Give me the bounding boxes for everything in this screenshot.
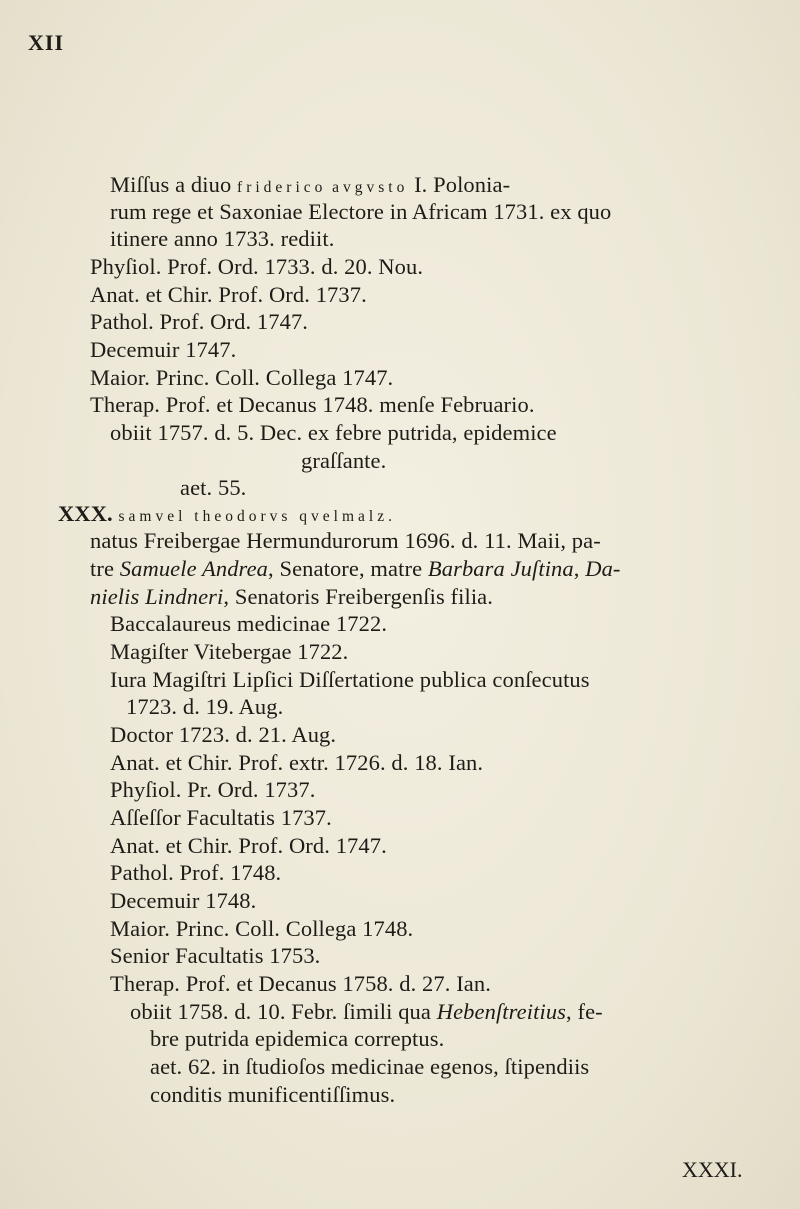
entry-b-line-12: Anat. et Chir. Prof. Ord. 1747.	[110, 833, 387, 858]
entry-b-line-5: Magiſter Vitebergae 1722.	[110, 639, 349, 664]
entry-a-line-9: Therap. Prof. et Decanus 1748. menſe Februario.	[90, 392, 535, 417]
entry-a-line-11: graſſante.	[301, 448, 387, 473]
entry-a-line-12: aet. 55.	[180, 475, 247, 500]
entry-b-line-15: Maior. Princ. Coll. Collega 1748.	[110, 916, 414, 941]
entry-b-line-4: Baccalaureus medicinae 1722.	[110, 611, 388, 636]
entry-a-line-7: Decemuir 1747.	[90, 337, 237, 362]
entry-a-line-8: Maior. Princ. Coll. Collega 1747.	[90, 365, 394, 390]
entry-b-heading	[58, 501, 396, 530]
entry-b-line-6: Iura Magiſtri Lipſici Diſſertatione publica conſecutus	[110, 667, 590, 692]
entry-a-line-2: rum rege et Saxoniae Electore in Africam 1731. ex quo	[110, 199, 612, 224]
entry-b-line-19: bre putrida epidemica correptus.	[150, 1026, 445, 1051]
entry-b-line-13: Pathol. Prof. 1748.	[110, 860, 282, 885]
page-number: XII	[28, 30, 65, 55]
entry-b-line-16: Senior Facultatis 1753.	[110, 943, 321, 968]
catchword: XXXI.	[682, 1157, 743, 1182]
entry-number: XXX.	[58, 501, 113, 526]
entry-b-line-2: tre Samuele Andrea, Senatore, matre Barbara Juſtina, Da-	[90, 556, 621, 581]
name-smallcaps: samvel theodorvs qvelmalz.	[118, 508, 396, 525]
entry-b-line-1: natus Freibergae Hermundurorum 1696. d. 11. Maii, pa-	[90, 528, 601, 553]
entry-b-line-21: conditis munificentiſſimus.	[150, 1082, 396, 1107]
entry-a-line-1: Miſſus a diuo friderico avgvsto I. Polonia-	[110, 172, 511, 197]
name-smallcaps: avgvsto	[332, 179, 409, 196]
name-smallcaps: friderico	[237, 179, 327, 196]
entry-b-line-10: Phyſiol. Pr. Ord. 1737.	[110, 777, 316, 802]
entry-b-line-14: Decemuir 1748.	[110, 888, 257, 913]
entry-a-line-5: Anat. et Chir. Prof. Ord. 1737.	[90, 282, 367, 307]
entry-b-line-18: obiit 1758. d. 10. Febr. ſimili qua Hebenſtreitius, fe-	[130, 999, 603, 1024]
entry-b-line-3: nielis Lindneri, Senatoris Freibergenſis filia.	[90, 584, 493, 609]
entry-a-line-4: Phyſiol. Prof. Ord. 1733. d. 20. Nou.	[90, 254, 424, 279]
entry-b-line-11: Aſſeſſor Facultatis 1737.	[110, 805, 332, 830]
entry-b-line-9: Anat. et Chir. Prof. extr. 1726. d. 18. Ian.	[110, 750, 484, 775]
entry-b-line-20: aet. 62. in ſtudioſos medicinae egenos, ſtipendiis	[150, 1054, 590, 1079]
entry-b-line-7: 1723. d. 19. Aug.	[126, 694, 284, 719]
entry-a-line-6: Pathol. Prof. Ord. 1747.	[90, 309, 309, 334]
entry-b-line-8: Doctor 1723. d. 21. Aug.	[110, 722, 337, 747]
entry-a-line-3: itinere anno 1733. rediit.	[110, 226, 335, 251]
entry-b-line-17: Therap. Prof. et Decanus 1758. d. 27. Ian.	[110, 971, 491, 996]
entry-a-line-10: obiit 1757. d. 5. Dec. ex febre putrida, epidemice	[110, 420, 557, 445]
